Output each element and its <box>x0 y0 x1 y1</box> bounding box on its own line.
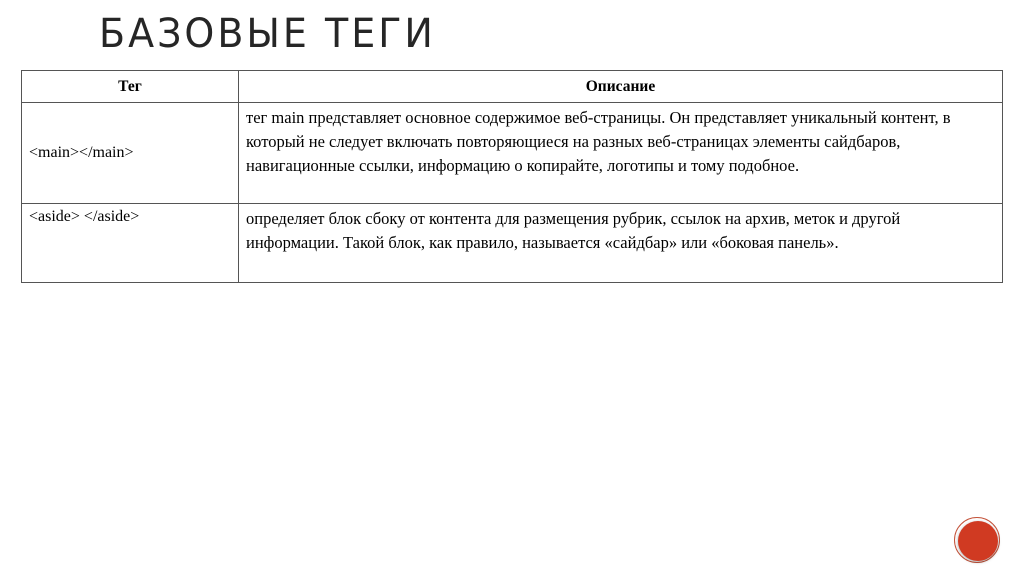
table-header-row <box>22 71 1003 103</box>
tags-table <box>21 70 1003 283</box>
header-tag: Тег <box>22 71 239 103</box>
table-row <box>22 204 1003 283</box>
slide-title: БАЗОВЫЕ ТЕГИ <box>99 10 436 57</box>
accent-circle-decoration <box>958 521 998 561</box>
table-row <box>22 103 1003 204</box>
tag-cell: <aside> </aside> <box>22 204 239 283</box>
tag-cell: <main></main> <box>22 103 239 204</box>
description-cell: тег main представляет основное содержимое веб-страницы. Он представляет уникальный контент, в который не следует включать повторяющиеся на разных веб-страницах элементы сайдбаров, навигационные ссылки, информацию о копирайте, логотипы и тому подобное. <box>239 103 1003 204</box>
header-description: Описание <box>239 71 1003 103</box>
description-cell: определяет блок сбоку от контента для размещения рубрик, ссылок на архив, меток и другой информации. Такой блок, как правило, называется «сайдбар» или «боковая панель». <box>239 204 1003 283</box>
